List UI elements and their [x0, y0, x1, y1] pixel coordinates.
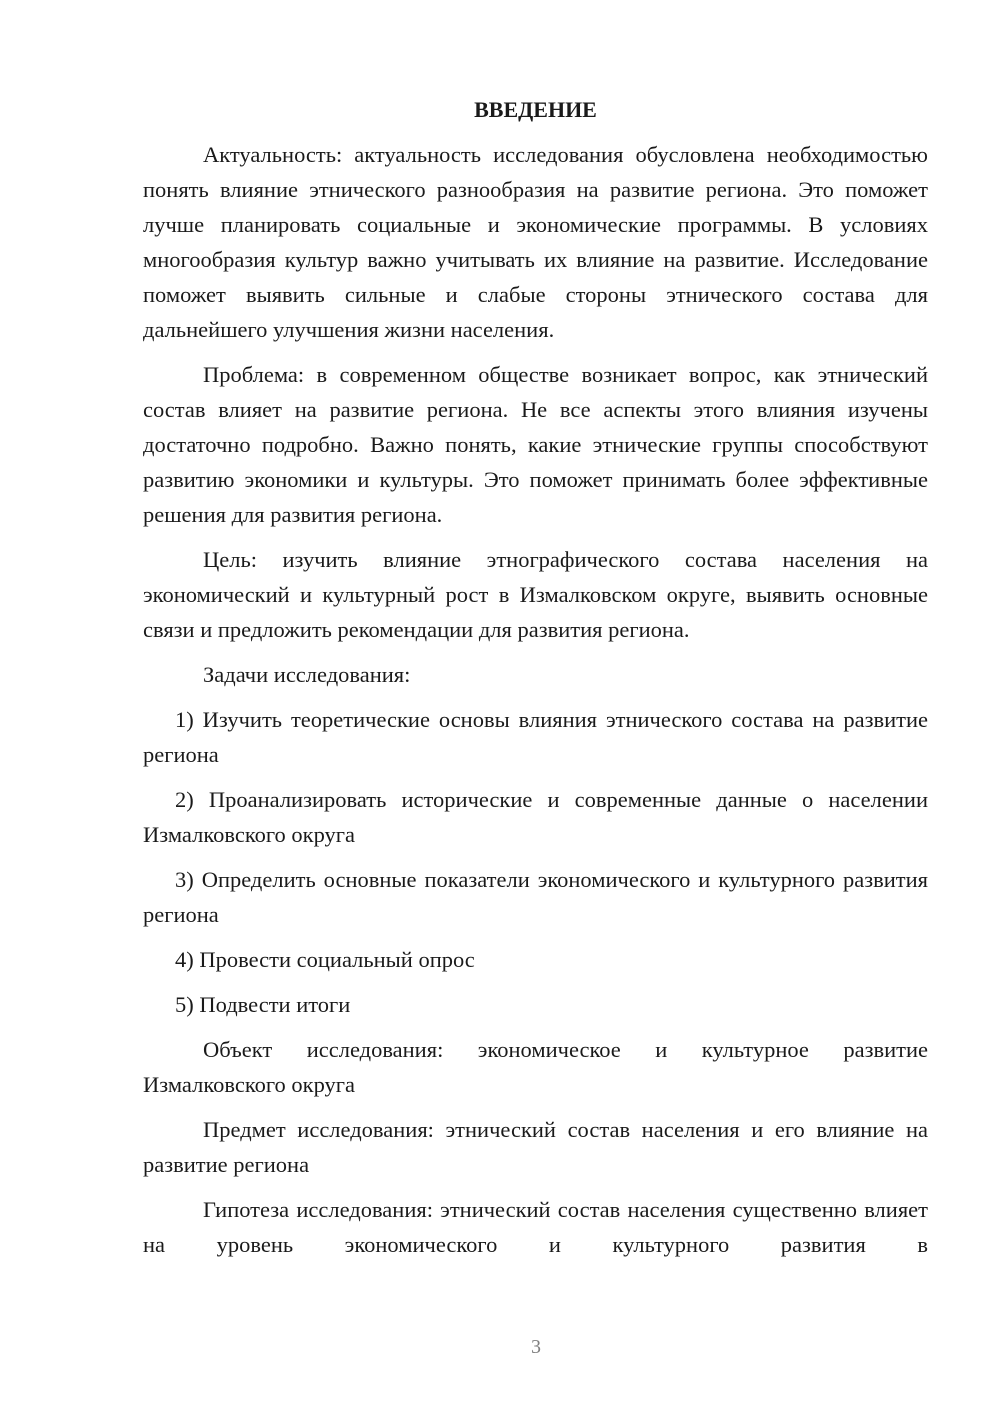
- page-content: [143, 92, 928, 1262]
- task-item: 3) Определить основные показатели экономического и культурного развития региона: [143, 867, 928, 927]
- task-item: 2) Проанализировать исторические и современные данные о населении Измалковского округа: [143, 787, 928, 847]
- page-number: 3: [531, 1336, 541, 1358]
- hypothesis-paragraph: Гипотеза исследования: этнический состав населения существенно влияет на уровень экономического и культурного развития в: [143, 1197, 928, 1257]
- task-item: 1) Изучить теоретические основы влияния этнического состава на развитие региона: [143, 707, 928, 767]
- page-title: ВВЕДЕНИЕ: [474, 97, 597, 122]
- goal-paragraph: Цель: изучить влияние этнографического состава населения на экономический и культурный рост в Измалковском округе, выявить основные связи и предложить рекомендации для развития региона.: [143, 547, 928, 642]
- tasks-heading: Задачи исследования:: [203, 662, 411, 687]
- relevance-paragraph: Актуальность: актуальность исследования обусловлена необходимостью понять влияние этнического разнообразия на развитие региона. Это поможет лучше планировать социальные и экономические программы. В условиях многообразия культур важно учитывать их влияние на развитие. Исследование поможет выявить сильные и слабые стороны этнического состава для дальнейшего улучшения жизни населения.: [143, 142, 928, 342]
- task-item: 5) Подвести итоги: [175, 992, 351, 1017]
- task-item: 4) Провести социальный опрос: [175, 947, 475, 972]
- subject-paragraph: Предмет исследования: этнический состав населения и его влияние на развитие региона: [143, 1117, 928, 1177]
- problem-paragraph: Проблема: в современном обществе возникает вопрос, как этнический состав влияет на развитие региона. Не все аспекты этого влияния изучены достаточно подробно. Важно понять, какие этнические группы способствуют развитию экономики и культуры. Это поможет принимать более эффективные решения для развития региона.: [143, 362, 928, 527]
- object-paragraph: Объект исследования: экономическое и культурное развитие Измалковского округа: [143, 1037, 928, 1097]
